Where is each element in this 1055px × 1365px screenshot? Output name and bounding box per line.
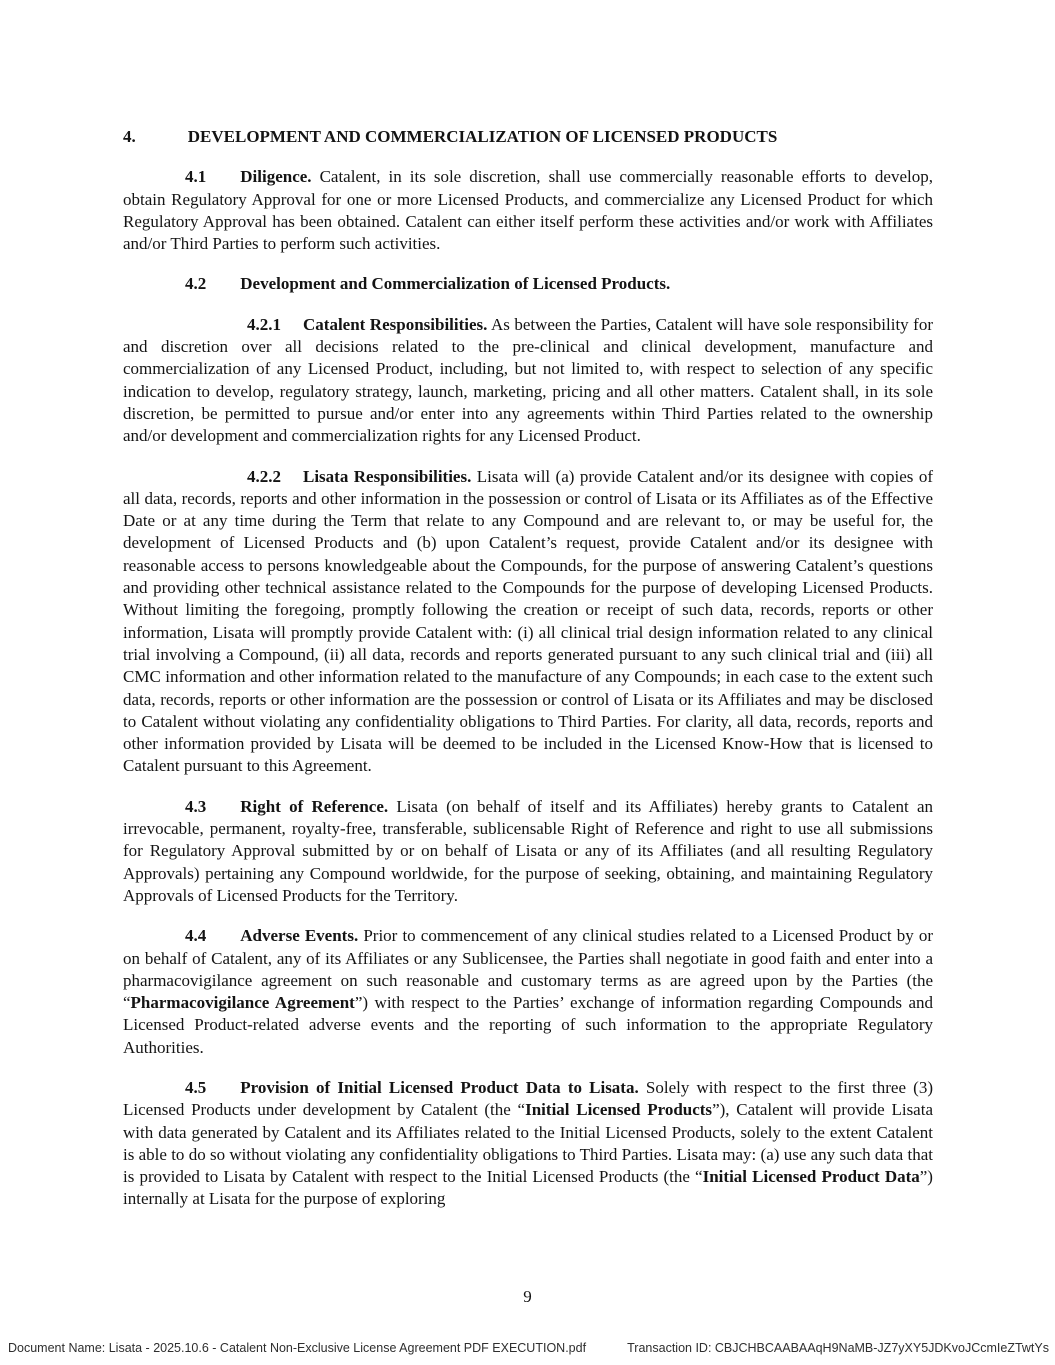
- paragraph-4-4-adverse-events: [123, 925, 933, 1059]
- text-run: As between the Parties, Catalent will have sole responsibility for and discretion over all decisions related to the pre-clinical and clinical development, manufacture and commercialization of any Licensed Product, including, but not limited to, with respect to selection of any specific indication to develop, regulatory strategy, launch, marketing, pricing and all other matters. Catalent shall, in its sole discretion, be permitted to pursue and/or enter into any agreements within Third Parties related to the ownership and/or development and commercialization rights for any Licensed Product.: [123, 314, 933, 446]
- bold-text-run: 4.2.1: [247, 314, 281, 334]
- bold-text-run: Lisata Responsibilities.: [303, 466, 472, 486]
- bold-text-run: Initial Licensed Products: [525, 1100, 713, 1120]
- bold-text-run: 4.: [123, 127, 136, 146]
- text-run: Prior to commencement of any clinical studies related to a Licensed Product by or on behalf of Catalent, any of its Affiliates or any Sublicensee, the Parties shall negotiate in good faith and enter into a pharmacovigilance agreement on such reasonable and customary terms as are agreed upon by the Parties (the “: [123, 926, 933, 1013]
- bold-text-run: Catalent Responsibilities.: [303, 314, 488, 334]
- paragraph-4-2-2-lisata-responsibilities: [123, 466, 933, 778]
- bold-text-run: 4.2: [185, 274, 207, 294]
- bold-text-run: 4.1: [185, 167, 207, 187]
- text-run: ”), Catalent will provide Lisata with data generated by Catalent and its Affiliates related to the Initial Licensed Products, solely to the extent Catalent is able to do so without violating any confidentiality obligations to Third Parties. Lisata may: (a) use any such data that is provided to Lisata by Catalent with respect to the Initial Licensed Products (the “: [123, 1100, 933, 1187]
- footer-document-name: Document Name: Lisata - 2025.10.6 - Catalent Non-Exclusive License Agreement PDF EXECUTION.pdf: [8, 1341, 587, 1355]
- bold-text-run: 4.3: [185, 796, 207, 816]
- bold-text-run: DEVELOPMENT AND COMMERCIALIZATION OF LICENSED PRODUCTS: [187, 127, 778, 146]
- text-run: ”) with respect to the Parties’ exchange of information regarding Compounds and Licensed Product-related adverse events and the reporting of such information to the appropriate Regulatory Authorities.: [123, 993, 933, 1057]
- bold-text-run: 4.2.2: [247, 466, 281, 486]
- text-run: Solely with respect to the first three (3) Licensed Products under development by Catalent (the “: [123, 1077, 933, 1120]
- text-run: ”) internally at Lisata for the purpose of exploring: [123, 1167, 933, 1209]
- document-footer: [8, 1341, 1049, 1355]
- bold-text-run: Initial Licensed Product Data: [702, 1167, 920, 1187]
- bold-text-run: Adverse Events.: [240, 926, 359, 946]
- bold-text-run: 4.5: [185, 1077, 207, 1097]
- page-number: 9: [523, 1287, 532, 1306]
- paragraph-4-2-1-catalent-responsibilities: [123, 314, 933, 448]
- document-body: [123, 126, 933, 1229]
- paragraph-4-5-provision-of-initial-licensed-product-data: [123, 1077, 933, 1211]
- bold-text-run: Right of Reference.: [240, 796, 389, 816]
- paragraph-4-3-right-of-reference: [123, 796, 933, 907]
- paragraph-4-2-development-and-commercialization: [123, 273, 933, 295]
- footer-transaction-id: Transaction ID: CBJCHBCAABAAqH9NaMB-JZ7yXY5JDKvoJCcmIeZTwtYs: [627, 1341, 1049, 1355]
- bold-text-run: Diligence.: [240, 167, 312, 187]
- bold-text-run: Development and Commercialization of Licensed Products.: [240, 274, 671, 294]
- bold-text-run: 4.4: [185, 926, 207, 946]
- section-4-heading: [123, 126, 933, 148]
- bold-text-run: Pharmacovigilance Agreement: [130, 993, 355, 1013]
- text-run: Catalent, in its sole discretion, shall use commercially reasonable efforts to develop, obtain Regulatory Approval for one or more Licensed Products, and commercialize any Licensed Product for which Regulatory Approval has been obtained. Catalent can either itself perform these activities and/or work with Affiliates and/or Third Parties to perform such activities.: [123, 167, 933, 254]
- text-run: Lisata (on behalf of itself and its Affiliates) hereby grants to Catalent an irrevocable, permanent, royalty-free, transferable, sublicensable Right of Reference and right to use all submissions for Regulatory Approval submitted by or on behalf of Lisata or any of its Affiliates (and all resulting Regulatory Approvals) pertaining any Compound worldwide, for the purpose of seeking, obtaining, and maintaining Regulatory Approvals of Licensed Products for the Territory.: [123, 796, 933, 905]
- paragraph-4-1-diligence: [123, 166, 933, 255]
- text-run: Lisata will (a) provide Catalent and/or its designee with copies of all data, records, reports and other information in the possession or control of Lisata or its Affiliates as of the Effective Date or at any time during the Term that relate to any Compound and are relevant to, or may be useful for, the development of Licensed Products and (b) upon Catalent’s request, provide Catalent and/or its designee with reasonable access to persons knowledgeable about the Compounds, for the purpose of answering Catalent’s questions and providing other technical assistance related to the Compounds for the purpose of developing Licensed Products. Without limiting the foregoing, promptly following the creation or receipt of such data, records, reports or other information, Lisata will promptly provide Catalent with: (i) all clinical trial design information related to any clinical trial involving a Compound, (ii) all data, records and reports generated pursuant to any such clinical trial and (iii) all CMC information and other information related to the manufacture of any Compounds; in each case to the extent such data, records, reports or other information are the possession or control of Lisata or its Affiliates and may be disclosed to Catalent without violating any confidentiality obligations to Third Parties. For clarity, all data, records, reports and other information provided by Lisata will be deemed to be included in the Licensed Know-How that is licensed to Catalent pursuant to this Agreement.: [123, 466, 933, 776]
- bold-text-run: Provision of Initial Licensed Product Data to Lisata.: [240, 1077, 639, 1097]
